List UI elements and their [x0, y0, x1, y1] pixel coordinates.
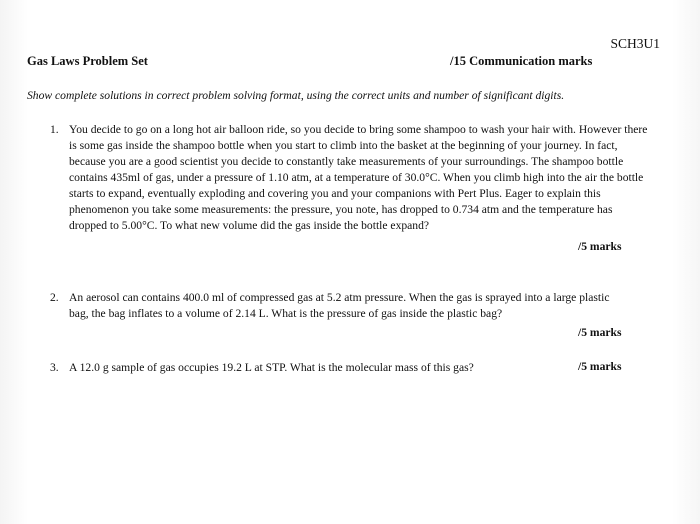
course-code: SCH3U1 — [610, 36, 660, 51]
question-2-marks: /5 marks — [578, 326, 622, 339]
question-3 — [50, 360, 650, 376]
question-text: A 12.0 g sample of gas occupies 19.2 L at STP. What is the molecular mass of this gas? — [69, 361, 474, 374]
question-number: 1. — [50, 123, 59, 136]
question-number: 2. — [50, 291, 59, 304]
question-3-marks: /5 marks — [578, 360, 622, 373]
question-1 — [50, 122, 650, 234]
question-1-marks: /5 marks — [578, 240, 622, 253]
question-text: An aerosol can contains 400.0 ml of compressed gas at 5.2 atm pressure. When the gas is sprayed into a large plastic bag, the bag inflates to a volume of 2.14 L. What is the pressure of gas inside the plastic bag? — [69, 291, 610, 320]
question-number: 3. — [50, 361, 59, 374]
question-2 — [50, 290, 650, 322]
communication-marks: /15 Communication marks — [450, 54, 593, 68]
question-text: You decide to go on a long hot air balloon ride, so you decide to bring some shampoo to wash your hair with. However there is some gas inside the shampoo bottle when you start to climb into the basket at the beginning of your journey. In fact, because you are a good scientist you decide to constantly take measurements of your surroundings. The shampoo bottle contains 435ml of gas, under a pressure of 1.10 atm, at a temperature of 30.0°C. When you climb high into the air the bottle starts to expand, eventually exploding and covering you and your companions with Pert Plus. Eager to explain this phenomenon you take some measurements: the pressure, you note, has dropped to 0.734 atm and the temperature has dropped to 5.00°C. To what new volume did the gas inside the bottle expand? — [69, 123, 648, 232]
instructions: Show complete solutions in correct problem solving format, using the correct units and number of significant digits. — [27, 89, 565, 102]
page-title: Gas Laws Problem Set — [27, 54, 148, 68]
